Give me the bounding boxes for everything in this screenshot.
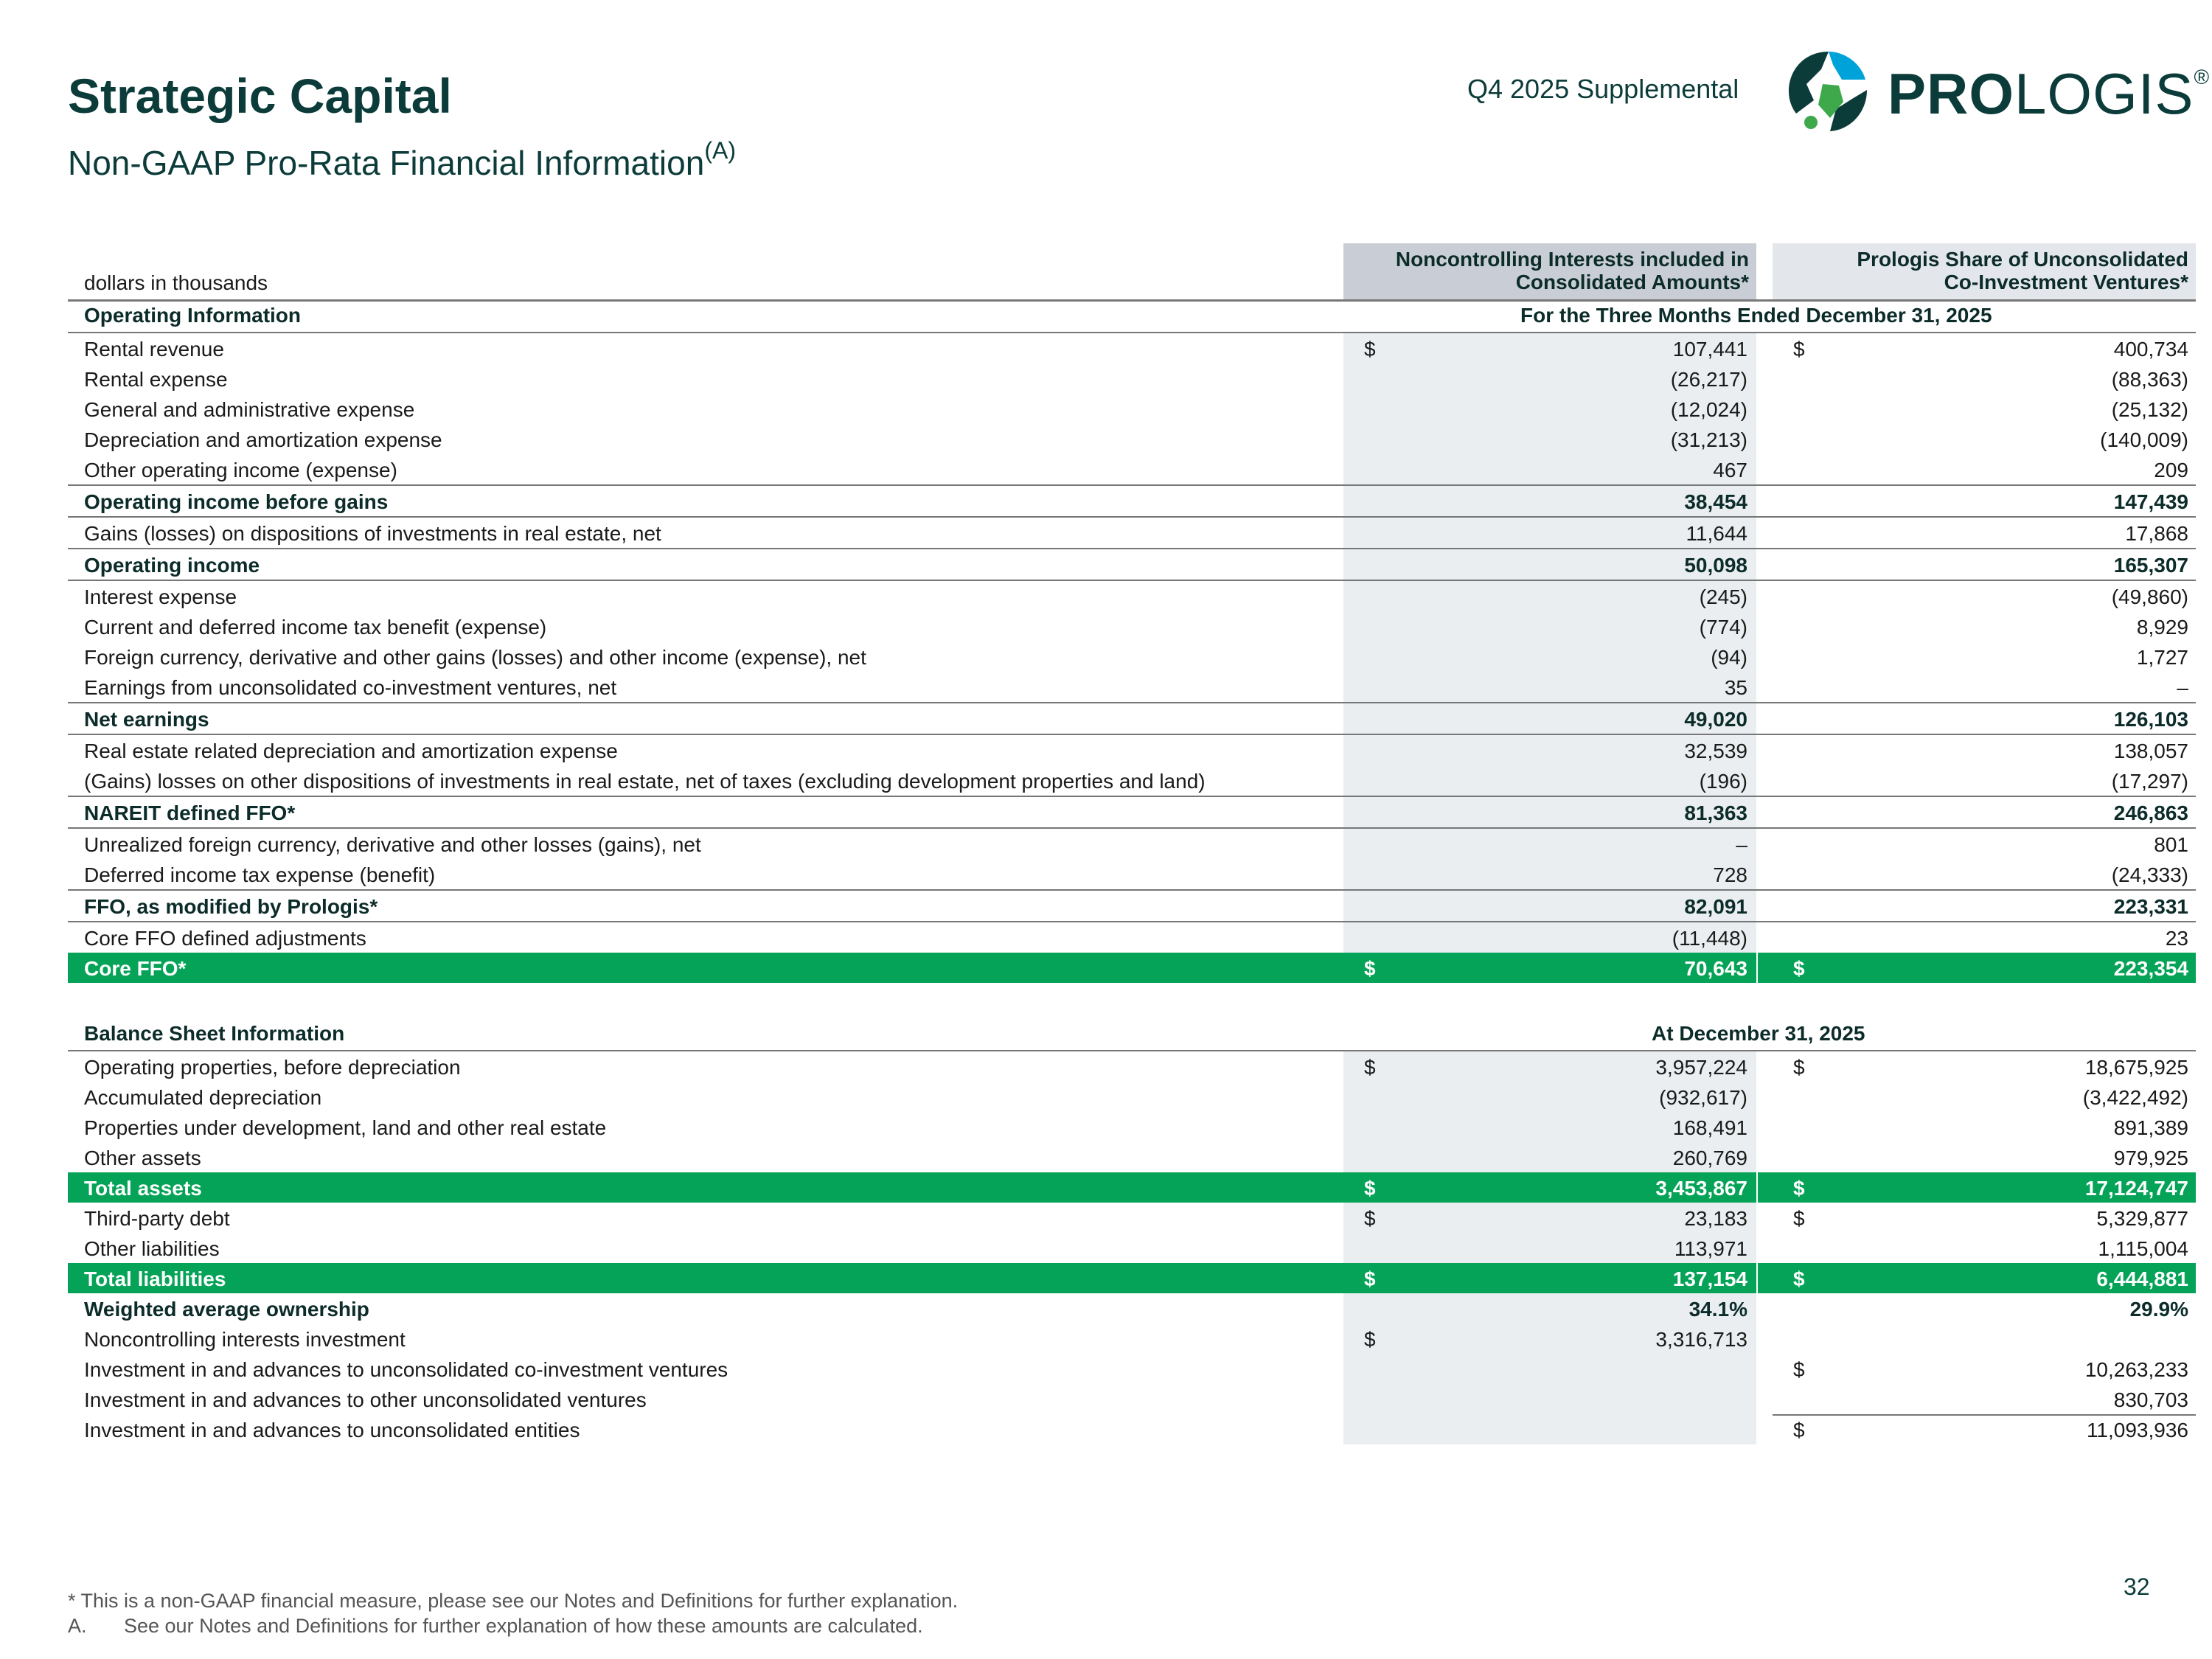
dollar-sign: $ bbox=[1793, 1056, 1805, 1079]
table-row bbox=[68, 454, 2196, 484]
cell-value: 3,957,224 bbox=[1655, 1056, 1747, 1079]
row-label: Operating income bbox=[84, 554, 260, 577]
prologis-share-value-cell bbox=[1773, 1384, 2196, 1416]
supplemental-label: Q4 2025 Supplemental bbox=[1467, 74, 1739, 104]
globe-logo-icon bbox=[1784, 47, 1873, 136]
cell-value: 1,727 bbox=[2136, 646, 2188, 669]
cell-value: (24,333) bbox=[2111, 863, 2188, 886]
operating-section-header bbox=[68, 299, 2196, 333]
prologis-share-value-cell bbox=[1773, 1233, 2196, 1263]
table-row bbox=[68, 516, 2196, 548]
table-row bbox=[68, 765, 2196, 796]
cell-value: 223,331 bbox=[2113, 895, 2188, 918]
col1-header bbox=[1343, 243, 1756, 299]
table-row bbox=[68, 889, 2196, 921]
cell-value: 246,863 bbox=[2113, 801, 2188, 824]
prologis-share-value-cell bbox=[1773, 1263, 2196, 1293]
prologis-share-value-cell bbox=[1773, 333, 2196, 364]
prologis-share-value-cell bbox=[1773, 394, 2196, 424]
cell-value: 8,929 bbox=[2136, 616, 2188, 639]
prologis-share-value-cell bbox=[1773, 1082, 2196, 1112]
prologis-share-value-cell bbox=[1773, 1051, 2196, 1082]
prologis-share-value-cell bbox=[1773, 611, 2196, 641]
noncontrolling-value-cell bbox=[1343, 1112, 1756, 1142]
cell-value: 29.9% bbox=[2129, 1298, 2188, 1321]
noncontrolling-value-cell bbox=[1343, 1263, 1758, 1293]
prologis-share-value-cell bbox=[1773, 891, 2196, 921]
table-row bbox=[68, 921, 2196, 953]
cell-value: (12,024) bbox=[1670, 398, 1747, 421]
table-row bbox=[68, 1112, 2196, 1142]
noncontrolling-value-cell bbox=[1343, 611, 1756, 641]
noncontrolling-value-cell bbox=[1343, 364, 1756, 394]
cell-value: 126,103 bbox=[2113, 708, 2188, 731]
row-label: Other liabilities bbox=[84, 1237, 220, 1260]
cell-value: 1,115,004 bbox=[2098, 1237, 2188, 1260]
row-label: Investment in and advances to unconsolidated co-investment ventures bbox=[84, 1358, 728, 1381]
cell-value: 49,020 bbox=[1684, 708, 1747, 731]
cell-value: 801 bbox=[2154, 833, 2188, 856]
prologis-share-value-cell bbox=[1773, 672, 2196, 702]
logo-wordmark bbox=[1888, 60, 2210, 128]
cell-value: – bbox=[2177, 676, 2188, 699]
noncontrolling-value-cell bbox=[1343, 424, 1756, 454]
footnote-a-text: See our Notes and Definitions for further explanation of how these amounts are calculated. bbox=[124, 1615, 923, 1637]
table-row bbox=[68, 953, 2196, 983]
units-label: dollars in thousands bbox=[84, 271, 268, 294]
cell-value: (26,217) bbox=[1670, 368, 1747, 391]
prologis-share-value-cell bbox=[1773, 518, 2196, 548]
row-label: Rental revenue bbox=[84, 338, 224, 361]
dollar-sign: $ bbox=[1364, 1207, 1376, 1230]
row-label: Depreciation and amortization expense bbox=[84, 428, 442, 451]
prologis-share-value-cell bbox=[1773, 581, 2196, 611]
table-row bbox=[68, 333, 2196, 364]
dollar-sign: $ bbox=[1364, 957, 1376, 980]
cell-value: 6,444,881 bbox=[2096, 1267, 2188, 1290]
row-label: Unrealized foreign currency, derivative and other losses (gains), net bbox=[84, 833, 701, 856]
prologis-share-value-cell bbox=[1773, 735, 2196, 765]
col1-header-line2: Consolidated Amounts* bbox=[1515, 271, 1749, 293]
cell-value: (932,617) bbox=[1659, 1086, 1747, 1109]
cell-value: 3,316,713 bbox=[1655, 1328, 1747, 1351]
cell-value: 10,263,233 bbox=[2084, 1358, 2188, 1381]
row-label: NAREIT defined FFO* bbox=[84, 801, 296, 824]
cell-value: 260,769 bbox=[1672, 1147, 1747, 1169]
prologis-share-value-cell bbox=[1773, 1112, 2196, 1142]
prologis-share-value-cell bbox=[1773, 859, 2196, 889]
noncontrolling-value-cell bbox=[1343, 953, 1758, 983]
dollar-sign: $ bbox=[1793, 957, 1805, 980]
table-row bbox=[68, 1233, 2196, 1263]
prologis-share-value-cell bbox=[1773, 765, 2196, 796]
noncontrolling-value-cell bbox=[1343, 394, 1756, 424]
row-label: Deferred income tax expense (benefit) bbox=[84, 863, 436, 886]
noncontrolling-value-cell bbox=[1343, 1324, 1756, 1354]
prologis-share-value-cell bbox=[1773, 1324, 2196, 1354]
noncontrolling-value-cell bbox=[1343, 1203, 1756, 1233]
row-label: Accumulated depreciation bbox=[84, 1086, 322, 1109]
noncontrolling-value-cell bbox=[1343, 486, 1756, 516]
noncontrolling-value-cell bbox=[1343, 922, 1756, 953]
cell-value: 70,643 bbox=[1684, 957, 1747, 980]
cell-value: 11,644 bbox=[1686, 522, 1747, 545]
cell-value: 32,539 bbox=[1684, 740, 1747, 762]
dollar-sign: $ bbox=[1793, 1207, 1805, 1230]
prologis-share-value-cell bbox=[1773, 1172, 2196, 1203]
row-label: Foreign currency, derivative and other gains (losses) and other income (expense), net bbox=[84, 646, 866, 669]
cell-value: 82,091 bbox=[1684, 895, 1747, 918]
cell-value: (140,009) bbox=[2100, 428, 2188, 451]
row-label: Current and deferred income tax benefit (expense) bbox=[84, 616, 547, 639]
table-row bbox=[68, 1293, 2196, 1324]
row-label: Total liabilities bbox=[84, 1267, 226, 1290]
noncontrolling-value-cell bbox=[1343, 1384, 1756, 1414]
cell-value: 81,363 bbox=[1684, 801, 1747, 824]
cell-value: 113,971 bbox=[1674, 1237, 1747, 1260]
prologis-share-value-cell bbox=[1773, 953, 2196, 983]
row-label: Operating properties, before depreciation bbox=[84, 1056, 461, 1079]
cell-value: 18,675,925 bbox=[2084, 1056, 2188, 1079]
prologis-share-value-cell bbox=[1773, 797, 2196, 827]
operating-rows bbox=[68, 333, 2196, 983]
table-row bbox=[68, 424, 2196, 454]
subtitle-footnote-marker: (A) bbox=[704, 137, 736, 164]
noncontrolling-value-cell bbox=[1343, 797, 1756, 827]
noncontrolling-value-cell bbox=[1343, 672, 1756, 702]
noncontrolling-value-cell bbox=[1343, 765, 1756, 796]
row-label: Core FFO* bbox=[84, 957, 187, 980]
prologis-share-value-cell bbox=[1773, 829, 2196, 859]
dollar-sign: $ bbox=[1793, 1419, 1805, 1441]
noncontrolling-value-cell bbox=[1343, 1142, 1756, 1172]
row-label: Other operating income (expense) bbox=[84, 459, 397, 481]
table-row bbox=[68, 1263, 2196, 1293]
col2-header-line2: Co-Investment Ventures* bbox=[1944, 271, 2188, 293]
noncontrolling-value-cell bbox=[1343, 1293, 1756, 1324]
balance-section-header bbox=[68, 1020, 2196, 1051]
prologis-share-value-cell bbox=[1773, 1414, 2196, 1444]
cell-value: 3,453,867 bbox=[1655, 1177, 1747, 1200]
dollar-sign: $ bbox=[1364, 1328, 1376, 1351]
row-label: Net earnings bbox=[84, 708, 209, 731]
row-label: (Gains) losses on other dispositions of investments in real estate, net of taxes (excluding development properties and land) bbox=[84, 770, 1206, 793]
prologis-share-value-cell bbox=[1773, 424, 2196, 454]
noncontrolling-value-cell bbox=[1343, 454, 1756, 484]
prologis-share-value-cell bbox=[1773, 641, 2196, 672]
cell-value: 400,734 bbox=[2113, 338, 2188, 361]
dollar-sign: $ bbox=[1364, 1267, 1376, 1290]
row-label: Weighted average ownership bbox=[84, 1298, 369, 1321]
table-row bbox=[68, 1354, 2196, 1384]
cell-value: 23,183 bbox=[1684, 1207, 1747, 1230]
row-label: Operating income before gains bbox=[84, 490, 389, 513]
balance-rows bbox=[68, 1051, 2196, 1444]
row-label: Properties under development, land and other real estate bbox=[84, 1116, 607, 1139]
noncontrolling-value-cell bbox=[1343, 703, 1756, 734]
cell-value: 467 bbox=[1713, 459, 1747, 481]
noncontrolling-value-cell bbox=[1343, 518, 1756, 548]
noncontrolling-value-cell bbox=[1343, 581, 1756, 611]
footnote-a-marker: A. bbox=[68, 1615, 87, 1637]
cell-value: – bbox=[1736, 833, 1747, 856]
table-row bbox=[68, 859, 2196, 889]
cell-value: (88,363) bbox=[2111, 368, 2188, 391]
cell-value: 35 bbox=[1724, 676, 1747, 699]
cell-value: 138,057 bbox=[2113, 740, 2188, 762]
cell-value: 38,454 bbox=[1684, 490, 1747, 513]
row-label: Real estate related depreciation and amortization expense bbox=[84, 740, 618, 762]
cell-value: (49,860) bbox=[2111, 585, 2188, 608]
cell-value: 5,329,877 bbox=[2096, 1207, 2188, 1230]
noncontrolling-value-cell bbox=[1343, 1051, 1756, 1082]
cell-value: 17,868 bbox=[2125, 522, 2188, 545]
cell-value: 209 bbox=[2154, 459, 2188, 481]
row-label: Other assets bbox=[84, 1147, 201, 1169]
cell-value: 23 bbox=[2165, 927, 2188, 950]
cell-value: 979,925 bbox=[2113, 1147, 2188, 1169]
table-row bbox=[68, 1082, 2196, 1112]
cell-value: (196) bbox=[1699, 770, 1747, 793]
prologis-share-value-cell bbox=[1773, 1142, 2196, 1172]
cell-value: (31,213) bbox=[1670, 428, 1747, 451]
noncontrolling-value-cell bbox=[1343, 735, 1756, 765]
prologis-share-value-cell bbox=[1773, 364, 2196, 394]
cell-value: 168,491 bbox=[1672, 1116, 1747, 1139]
balance-period: At December 31, 2025 bbox=[1652, 1022, 1865, 1045]
cell-value: (774) bbox=[1699, 616, 1747, 639]
balance-section-title: Balance Sheet Information bbox=[84, 1022, 345, 1045]
page-number: 32 bbox=[2124, 1573, 2150, 1600]
page-title: Strategic Capital bbox=[68, 69, 452, 123]
prologis-share-value-cell bbox=[1773, 1203, 2196, 1233]
cell-value: 891,389 bbox=[2113, 1116, 2188, 1139]
cell-value: (245) bbox=[1699, 585, 1747, 608]
noncontrolling-value-cell bbox=[1343, 1354, 1756, 1384]
noncontrolling-value-cell bbox=[1343, 641, 1756, 672]
cell-value: (94) bbox=[1711, 646, 1747, 669]
subtitle-text: Non-GAAP Pro-Rata Financial Information bbox=[68, 144, 705, 182]
col2-header bbox=[1773, 243, 2196, 299]
cell-value: 107,441 bbox=[1672, 338, 1747, 361]
prologis-share-value-cell bbox=[1773, 1354, 2196, 1384]
table-row bbox=[68, 364, 2196, 394]
cell-value: 34.1% bbox=[1688, 1298, 1747, 1321]
footnote-nongaap: * This is a non-GAAP financial measure, please see our Notes and Definitions for further explanation. bbox=[68, 1590, 959, 1612]
page-subtitle bbox=[68, 137, 736, 183]
row-label: General and administrative expense bbox=[84, 398, 415, 421]
table-row bbox=[68, 702, 2196, 734]
financial-table bbox=[68, 243, 2196, 1444]
table-row bbox=[68, 1414, 2196, 1444]
table-row bbox=[68, 484, 2196, 516]
prologis-logo bbox=[1784, 44, 2211, 140]
noncontrolling-value-cell bbox=[1343, 1233, 1756, 1263]
prologis-share-value-cell bbox=[1773, 1293, 2196, 1324]
table-row bbox=[68, 796, 2196, 827]
table-row bbox=[68, 1324, 2196, 1354]
cell-value: 11,093,936 bbox=[2086, 1419, 2188, 1441]
row-label: Core FFO defined adjustments bbox=[84, 927, 366, 950]
prologis-share-value-cell bbox=[1773, 922, 2196, 953]
operating-period: For the Three Months Ended December 31, 2025 bbox=[1520, 304, 1992, 327]
noncontrolling-value-cell bbox=[1343, 549, 1756, 580]
table-row bbox=[68, 1142, 2196, 1172]
dollar-sign: $ bbox=[1793, 1358, 1805, 1381]
cell-value: 830,703 bbox=[2113, 1388, 2188, 1411]
row-label: Total assets bbox=[84, 1177, 202, 1200]
dollar-sign: $ bbox=[1793, 338, 1805, 361]
logo-wordmark-light: LOGIS bbox=[2014, 61, 2194, 126]
row-label: Earnings from unconsolidated co-investment ventures, net bbox=[84, 676, 617, 699]
table-row bbox=[68, 1384, 2196, 1414]
col1-header-text bbox=[1396, 248, 1749, 293]
dollar-sign: $ bbox=[1364, 338, 1376, 361]
cell-value: (3,422,492) bbox=[2082, 1086, 2188, 1109]
noncontrolling-value-cell bbox=[1343, 891, 1756, 921]
cell-value: (11,448) bbox=[1672, 927, 1747, 950]
table-row bbox=[68, 827, 2196, 859]
dollar-sign: $ bbox=[1793, 1267, 1805, 1290]
logo-wordmark-bold: PRO bbox=[1888, 61, 2015, 126]
prologis-share-value-cell bbox=[1773, 454, 2196, 484]
cell-value: 17,124,747 bbox=[2084, 1177, 2188, 1200]
cell-value: 147,439 bbox=[2113, 490, 2188, 513]
cell-value: (17,297) bbox=[2111, 770, 2188, 793]
noncontrolling-value-cell bbox=[1343, 333, 1756, 364]
dollar-sign: $ bbox=[1364, 1056, 1376, 1079]
cell-value: 137,154 bbox=[1672, 1267, 1747, 1290]
noncontrolling-value-cell bbox=[1343, 1414, 1756, 1444]
table-row bbox=[68, 1203, 2196, 1233]
dollar-sign: $ bbox=[1364, 1177, 1376, 1200]
table-row bbox=[68, 611, 2196, 641]
row-label: Investment in and advances to other unconsolidated ventures bbox=[84, 1388, 647, 1411]
table-row bbox=[68, 641, 2196, 672]
registered-mark: ® bbox=[2194, 66, 2211, 88]
table-row bbox=[68, 394, 2196, 424]
prologis-share-value-cell bbox=[1773, 486, 2196, 516]
dollar-sign: $ bbox=[1793, 1177, 1805, 1200]
noncontrolling-value-cell bbox=[1343, 1082, 1756, 1112]
row-label: Gains (losses) on dispositions of investments in real estate, net bbox=[84, 522, 661, 545]
noncontrolling-value-cell bbox=[1343, 1172, 1758, 1203]
table-row bbox=[68, 580, 2196, 611]
col2-header-line1: Prologis Share of Unconsolidated bbox=[1857, 248, 2188, 271]
table-row bbox=[68, 548, 2196, 580]
row-label: FFO, as modified by Prologis* bbox=[84, 895, 378, 918]
table-header bbox=[68, 243, 2196, 299]
cell-value: 50,098 bbox=[1684, 554, 1747, 577]
row-label: Noncontrolling interests investment bbox=[84, 1328, 406, 1351]
cell-value: (25,132) bbox=[2111, 398, 2188, 421]
row-label: Interest expense bbox=[84, 585, 237, 608]
table-row bbox=[68, 1051, 2196, 1082]
row-label: Investment in and advances to unconsolidated entities bbox=[84, 1419, 580, 1441]
col2-header-text bbox=[1857, 248, 2188, 293]
col1-header-line1: Noncontrolling Interests included in bbox=[1395, 248, 1749, 271]
row-label: Rental expense bbox=[84, 368, 228, 391]
table-row bbox=[68, 672, 2196, 702]
noncontrolling-value-cell bbox=[1343, 829, 1756, 859]
cell-value: 165,307 bbox=[2113, 554, 2188, 577]
table-row bbox=[68, 1172, 2196, 1203]
noncontrolling-value-cell bbox=[1343, 859, 1756, 889]
row-label: Third-party debt bbox=[84, 1207, 230, 1230]
table-row bbox=[68, 734, 2196, 765]
operating-section-title: Operating Information bbox=[84, 304, 301, 327]
prologis-share-value-cell bbox=[1773, 703, 2196, 734]
footnote-a bbox=[68, 1615, 923, 1638]
cell-value: 728 bbox=[1713, 863, 1747, 886]
prologis-share-value-cell bbox=[1773, 549, 2196, 580]
cell-value: 223,354 bbox=[2113, 957, 2188, 980]
